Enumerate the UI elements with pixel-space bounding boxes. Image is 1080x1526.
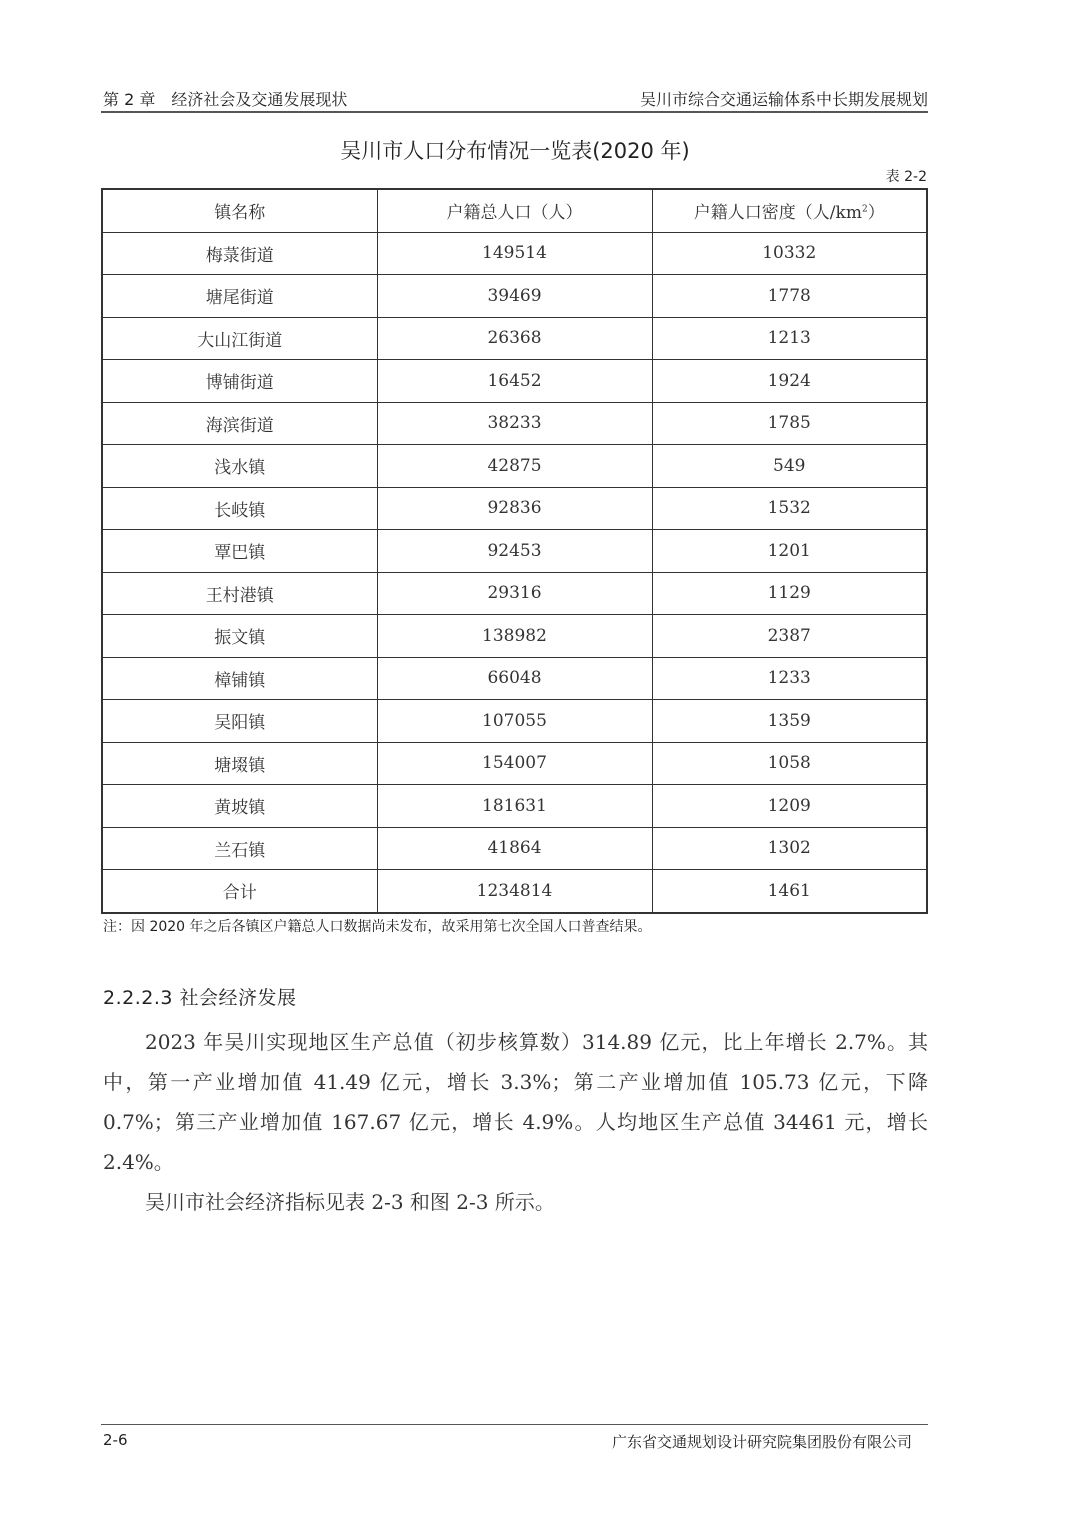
table-row — [102, 657, 927, 700]
table-note: 注：因 2020 年之后各镇区户籍总人口数据尚未发布，故采用第七次全国人口普查结果。 — [103, 918, 652, 935]
table-row — [102, 615, 927, 658]
density-header-close: ） — [867, 203, 885, 224]
page-body — [101, 188, 928, 1222]
table-row — [102, 827, 927, 870]
cell-population: 41864 — [377, 827, 652, 870]
column-header-density — [652, 189, 927, 232]
cell-town: 王村港镇 — [102, 572, 377, 615]
paragraph: 吴川市社会经济指标见表 2-3 和图 2-3 所示。 — [145, 1189, 555, 1214]
density-header-superscript: 2 — [861, 204, 868, 215]
organization-name: 广东省交通规划设计研究院集团股份有限公司 — [611, 1433, 912, 1451]
cell-town: 吴阳镇 — [102, 700, 377, 743]
table-row — [102, 700, 927, 743]
cell-population: 138982 — [377, 615, 652, 658]
page-number: 2-6 — [103, 1431, 128, 1449]
cell-population: 26368 — [377, 317, 652, 360]
cell-population: 29316 — [377, 572, 652, 615]
density-header-text: 户籍人口密度（人/km — [693, 203, 862, 224]
table-row — [102, 360, 927, 403]
cell-population: 42875 — [377, 445, 652, 488]
cell-town: 梅菉街道 — [102, 232, 377, 275]
cell-population: 39469 — [377, 275, 652, 318]
column-header-town: 镇名称 — [102, 189, 377, 232]
cell-population: 66048 — [377, 657, 652, 700]
table-row — [102, 402, 927, 445]
page-footer — [101, 1424, 928, 1452]
table-row — [102, 572, 927, 615]
cell-population: 92836 — [377, 487, 652, 530]
cell-town: 合计 — [102, 870, 377, 913]
cell-town: 浅水镇 — [102, 445, 377, 488]
cell-town: 黄坡镇 — [102, 785, 377, 828]
cell-population: 16452 — [377, 360, 652, 403]
table-header-row — [102, 189, 927, 232]
cell-density: 1532 — [652, 487, 927, 530]
table-row — [102, 530, 927, 573]
cell-density: 1924 — [652, 360, 927, 403]
population-table — [101, 188, 928, 914]
cell-town: 樟铺镇 — [102, 657, 377, 700]
cell-town: 博铺街道 — [102, 360, 377, 403]
cell-density: 1778 — [652, 275, 927, 318]
cell-town: 大山江街道 — [102, 317, 377, 360]
cell-population: 92453 — [377, 530, 652, 573]
section-heading: 2.2.2.3 社会经济发展 — [103, 986, 297, 1009]
paragraph: 2023 年吴川实现地区生产总值（初步核算数）314.89 亿元，比上年增长 2.7%。其中，第一产业增加值 41.49 亿元，增长 3.3%；第二产业增加值 105.73 亿元，下降 0.7%；第三产业增加值 167.67 亿元，增长 4.9%。人均地区生产总值 34461 元，增长 2.4%。 — [103, 1029, 928, 1174]
page-header — [101, 86, 928, 113]
cell-density: 1058 — [652, 742, 927, 785]
cell-density: 1302 — [652, 827, 927, 870]
document-title: 吴川市综合交通运输体系中长期发展规划 — [639, 90, 928, 109]
chapter-title: 第 2 章 经济社会及交通发展现状 — [103, 90, 348, 109]
cell-population: 149514 — [377, 232, 652, 275]
table-row — [102, 487, 927, 530]
table-title: 吴川市人口分布情况一览表(2020 年) — [340, 139, 690, 163]
cell-town: 海滨街道 — [102, 402, 377, 445]
cell-density: 1359 — [652, 700, 927, 743]
table-row — [102, 742, 927, 785]
cell-population: 1234814 — [377, 870, 652, 913]
cell-town: 塘㙍镇 — [102, 742, 377, 785]
cell-density: 1233 — [652, 657, 927, 700]
cell-town: 覃巴镇 — [102, 530, 377, 573]
cell-town: 兰石镇 — [102, 827, 377, 870]
table-row — [102, 870, 927, 913]
table-row — [102, 317, 927, 360]
cell-density: 1201 — [652, 530, 927, 573]
table-row — [102, 275, 927, 318]
cell-town: 振文镇 — [102, 615, 377, 658]
cell-town: 塘尾街道 — [102, 275, 377, 318]
column-header-population: 户籍总人口（人） — [377, 189, 652, 232]
table-number: 表 2-2 — [885, 169, 927, 185]
cell-density: 1461 — [652, 870, 927, 913]
cell-density: 549 — [652, 445, 927, 488]
table-row — [102, 445, 927, 488]
cell-density: 10332 — [652, 232, 927, 275]
table-row — [102, 785, 927, 828]
cell-population: 154007 — [377, 742, 652, 785]
cell-density: 1209 — [652, 785, 927, 828]
table-row — [102, 232, 927, 275]
cell-density: 1785 — [652, 402, 927, 445]
cell-population: 181631 — [377, 785, 652, 828]
cell-town: 长岐镇 — [102, 487, 377, 530]
cell-density: 2387 — [652, 615, 927, 658]
cell-density: 1129 — [652, 572, 927, 615]
cell-population: 38233 — [377, 402, 652, 445]
cell-density: 1213 — [652, 317, 927, 360]
cell-population: 107055 — [377, 700, 652, 743]
